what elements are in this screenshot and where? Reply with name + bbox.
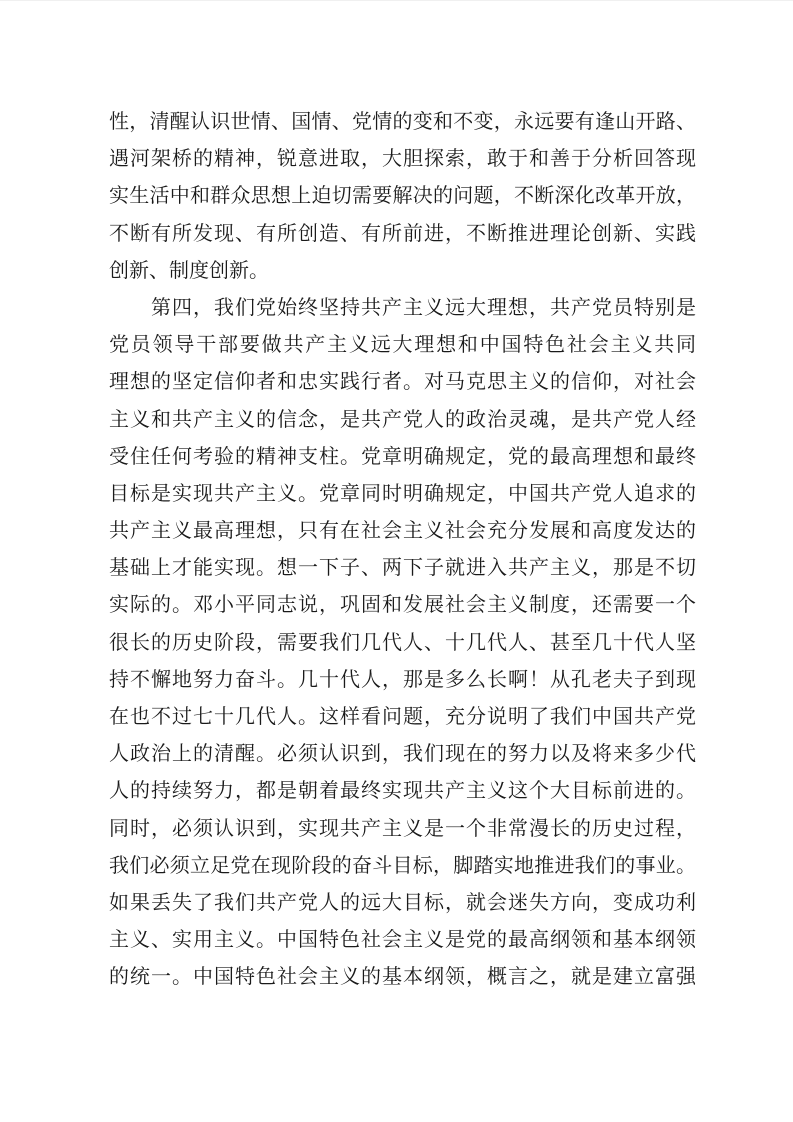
text-line: 持不懈地努力奋斗。几十代人，那是多么长啊！从孔老夫子到现 xyxy=(109,668,696,691)
text-line: 主义和共产主义的信念，是共产党人的政治灵魂，是共产党人经 xyxy=(109,408,696,431)
paragraph xyxy=(109,104,696,290)
text-line: 受住任何考验的精神支柱。党章明确规定，党的最高理想和最终 xyxy=(109,445,696,468)
text-line: 主义、实用主义。中国特色社会主义是党的最高纲领和基本纲领 xyxy=(109,929,696,952)
text-line: 人政治上的清醒。必须认识到，我们现在的努力以及将来多少代 xyxy=(109,743,696,766)
text-line: 第四，我们党始终坚持共产主义远大理想，共产党员特别是 xyxy=(151,296,696,319)
text-line: 在也不过七十几代人。这样看问题，充分说明了我们中国共产党 xyxy=(109,706,696,728)
text-line: 实生活中和群众思想上迫切需要解决的问题，不断深化改革开放， xyxy=(109,185,696,208)
text-line: 共产主义最高理想，只有在社会主义社会充分发展和高度发达的 xyxy=(109,520,696,543)
text-line: 性，清醒认识世情、国情、党情的变和不变，永远要有逢山开路、 xyxy=(109,111,696,133)
text-line: 创新、制度创新。 xyxy=(109,259,269,282)
text-line: 人的持续努力，都是朝着最终实现共产主义这个大目标前进的。 xyxy=(109,780,696,803)
text-line: 基础上才能实现。想一下子、两下子就进入共产主义，那是不切 xyxy=(109,557,696,580)
text-line: 遇河架桥的精神，锐意进取，大胆探索，敢于和善于分析回答现 xyxy=(109,148,696,171)
text-line: 目标是实现共产主义。党章同时明确规定，中国共产党人追求的 xyxy=(109,482,696,505)
paragraph xyxy=(109,290,696,997)
document-text-block xyxy=(109,104,696,997)
text-line: 我们必须立足党在现阶段的奋斗目标，脚踏实地推进我们的事业。 xyxy=(109,854,696,877)
text-line: 党员领导干部要做共产主义远大理想和中国特色社会主义共同 xyxy=(109,334,696,357)
text-line: 很长的历史阶段，需要我们几代人、十几代人、甚至几十代人坚 xyxy=(109,631,696,654)
text-line: 不断有所发现、有所创造、有所前进，不断推进理论创新、实践 xyxy=(109,222,696,245)
text-line: 理想的坚定信仰者和忠实践行者。对马克思主义的信仰，对社会 xyxy=(109,371,696,394)
text-line: 如果丢失了我们共产党人的远大目标，就会迷失方向，变成功利 xyxy=(109,891,696,914)
text-line: 的统一。中国特色社会主义的基本纲领，概言之，就是建立富强 xyxy=(109,966,696,989)
text-line: 实际的。邓小平同志说，巩固和发展社会主义制度，还需要一个 xyxy=(109,594,696,617)
text-line: 同时，必须认识到，实现共产主义是一个非常漫长的历史过程， xyxy=(109,817,696,840)
